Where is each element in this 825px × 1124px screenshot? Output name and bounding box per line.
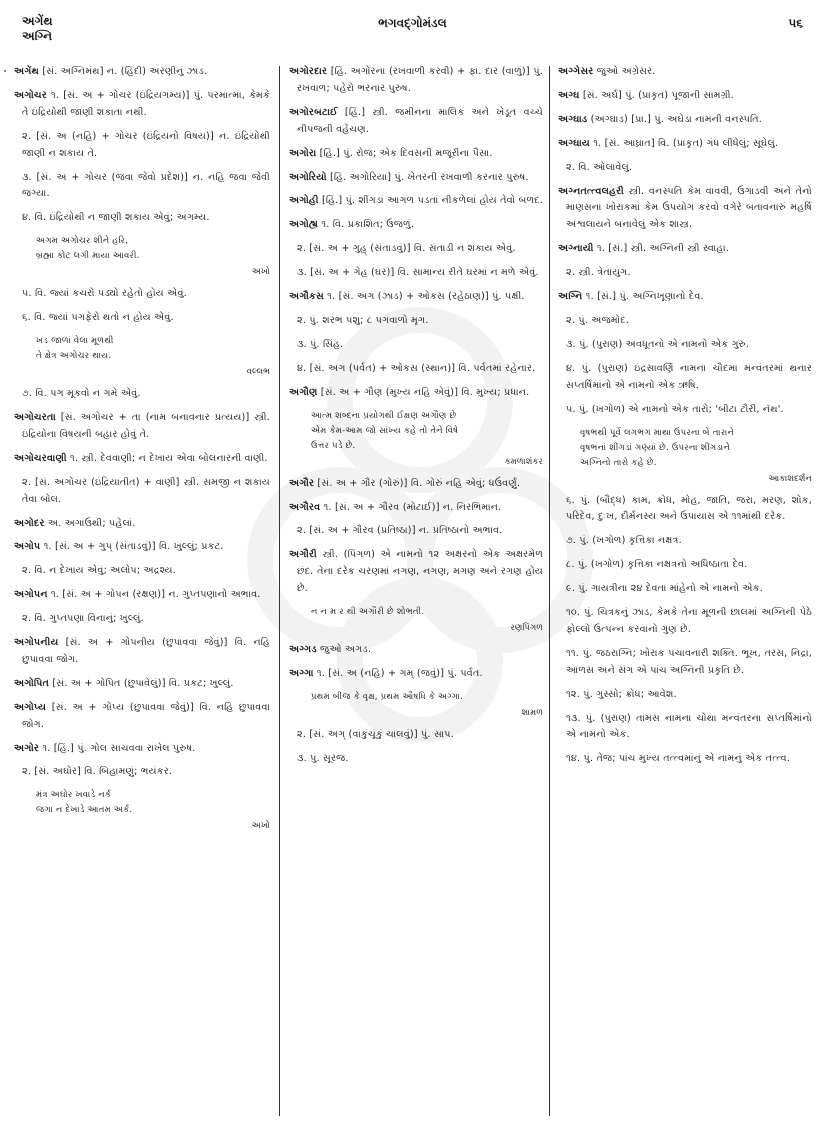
definition-text: ૧. [સં. અ + ગુપ્ (સંતાડવું)] વિ. ખુલ્લું; પ્રકટ. [40,541,224,553]
definition-text: ૧. [હિં.] પું. ગોલ સાચવવા રાખેલ પુરુષ. [39,742,196,754]
definition-text: [સં. અ + ગોપ્ય (છુપાવવા જેવું)] વિ. નહિ છુપાવવા જોગ. [22,701,270,730]
dictionary-entry [289,105,543,139]
dictionary-entry [14,676,270,693]
definition-text: જુઓ અગડ. [316,644,372,656]
definition-text: [હિં.] પું. રોજ; એક દિવસની મજૂરીના પૈસા. [316,147,493,159]
dictionary-entry [289,146,543,163]
quote-source: આકાશદર્શન [768,472,812,483]
dictionary-entry [558,289,812,306]
dictionary-entry [289,193,543,210]
guide-word-first: અગેંથ [22,14,53,28]
definition-text: [હિં.] પું. શીંગડાં આગળ પડતાં નીકળેલાં હોય તેવો બળદ. [318,195,543,207]
sense-definition: ૨. [સં. અ + ગુહ્ (સંતાડવું)] વિ. સંતાડી ન શકાય એવું. [297,243,516,255]
sense-definition: ૬. વિ. જ્યાં પગફેરો થતો ન હોય એવું. [22,312,174,324]
headword: અગ્ગેસર [558,66,594,77]
dictionary-entry [289,385,543,402]
column-divider-2 [549,66,550,1116]
dictionary-entry [14,700,270,734]
dictionary-entry [558,112,812,129]
definition-text: [સં. અ + ગૌણ (મુખ્ય નહિ એવું)] વિ. મુખ્ય; પ્રધાન. [317,386,530,398]
definition-text: [સં. અ + ગૌર (ગોરું)] વિ. ગોરું નહિ એવું; ધઉંવર્ણું. [314,477,521,489]
dictionary-entry [289,170,543,187]
headword: અગોહ્ય [289,219,319,231]
sense-definition: ૨. વિ. ન દેખાય એવું; અલોપ; અદ્રશ્ય. [22,565,176,577]
dictionary-entry [14,635,270,669]
headword: અગ્નિ [558,291,583,303]
definition-text: [હિં.] સ્ત્રી. જમીનના માલિક અને ખેડૂત વચ્ચે નીપજની વહેંચણ. [297,106,543,135]
dictionary-entry [289,217,543,234]
definition-text: ૧. [સં. અ + ગોચર (ઇંદ્રિયગમ્ય)] પું. પરમાત્મા, કેમકે તે ઇંદ્રિયોથી જાણી શકાતા નથી. [22,89,270,118]
dictionary-entry [14,516,270,533]
sense-definition: ૨. [સં. અ + ગૌરવ (પ્રતિષ્ઠા)] ન. પ્રતિષ્ઠાનો અભાવ. [297,525,503,537]
headword: અગોરા [289,147,317,159]
sense-definition: ૪. વિ. ઇંદ્રિયોથી ન જાણી શકાય એવું; અગમ્ય. [22,212,210,224]
sense-definition: ૩. પું. (પુરાણ) અવધૂતનો એ નામનો એક ગુરુ. [566,338,750,350]
definition-text: સ્ત્રી. વનસ્પતિ કેમ વાવવી, ઉગાડવી અને તેનો માણસના ખોરાકમાં કેમ ઉપયોગ કરવો વગેરે બતાવનારું મહર્ષિ અશ્વલાયને બનાવેલું એક શાસ્ત્ર. [566,185,812,231]
dictionary-entry [14,587,270,604]
headword: અગોચરવાણી [14,452,67,464]
column-divider-1 [279,66,280,1116]
headword: અગોપ [14,541,41,553]
quote-line: વૃષભનાં શીંગડાં ગણ્યાં છે. ઉપરના શીંગડાને [580,442,730,453]
definition-text: ૧. [સં.] પું. અગ્નિખૂણાનો દેવ. [582,291,704,303]
headword: અગ્ઘાડ [558,113,588,125]
headword: અગોર [14,742,40,754]
headword: અગોરિયો [289,171,327,183]
definition-text: ૧. સ્ત્રી. દેવવાણી; ન દેખાય એવા બોલનારની વાણી. [66,452,268,464]
quote-source: શામળ [521,706,543,717]
column-middle [289,64,543,1124]
sense-definition: ૮. પું. (ખગોળ) કૃત્તિકા નક્ષત્રનો અધિષ્ઠાતા દેવ. [566,559,748,571]
headword: અગોહી [289,195,319,207]
sense-definition: ૭. વિ. પગ મૂકવો ન ગમે એવું. [22,388,141,400]
column-right [558,64,812,1124]
quote-source: રણપિંગળ [510,622,543,633]
headword: અગ્નતત્ત્વલહરી [558,185,624,197]
page-number: ૫૬ [788,16,803,30]
quote-source: કમળાશંકર [504,455,543,466]
definition-text: સ્ત્રી. (પિંગળ) એ નામનો ૧૨ અક્ષરનો એક અક્ષરમેળ છંદ. તેના દરેક ચરણમાં નગણ, નગણ, મગણ અને રગણ હોય છે. [297,549,543,595]
definition-text: ૧. વિ. પ્રકાશિત; ઉજળું. [318,219,415,231]
citation-quote [311,690,543,720]
dictionary-entry [289,642,543,659]
quote-line: બ્રહ્મા કોટ લગી માયા આવરી. [36,251,140,262]
definition-text: ૧. [સં. અ + ગોપન (રક્ષણ)] ન. ગુપ્તપણાનો અભાવ. [47,589,261,601]
definition-text: ૧. [સં. અગ (ઝાડ) + ઓકસ (રહેઠાણ)] પું. પક્ષી. [323,291,525,303]
sense-definition: ૩. [સં. અ + ગોચર (જવા જેવો પ્રદેશ)] ન. નહિ જવા જેવી જગ્યા. [22,171,270,200]
sense-definition: ૨. પું. અજમોદ. [566,314,630,326]
sense-definition: ૨. સ્ત્રી. ત્રેતાયુગ. [566,267,631,279]
sense-definition: ૨. [સં. અગોચર (ઇંદ્રિયાતીત) + વાણી] સ્ત્રી. સમજી ન શકાય તેવા બોલ. [22,476,270,505]
sense-definition: ૪. [સં. અગ (પર્વત) + ઓકસ (સ્થાન)] વિ. પર્વતમાં રહેનાર. [297,362,536,374]
dictionary-entry [289,547,543,598]
citation-quote [36,234,270,279]
quote-line: અગ્નિનો તારો કહે છે. [580,457,657,468]
dictionary-entry [289,64,543,98]
definition-text: ૧. [સં.] સ્ત્રી. અગ્નિની સ્ત્રી સ્વાહા. [593,243,730,255]
definition-text: [સં. અર્ઘ] પું. (પ્રાકૃત) પૂજાની સામગ્રી. [579,89,734,101]
definition-text: ૧. [સં. અ + ગૌરવ (મોટાઈ)] ન. નિરભિમાન. [320,501,502,513]
guide-word-last: અગ્નિ [22,29,53,43]
definition-text: ૧. [સં. અ (નહિ) + ગમ્ (જવું)] પું. પર્વત. [313,667,483,679]
quote-line: મંત્ર અઘોર ખવાડે નર્ક [36,790,112,801]
dictionary-entry [14,410,270,444]
citation-quote [311,409,543,469]
dictionary-entry [558,184,812,235]
headword: અગોપ્ય [14,701,47,713]
definition-text: [હિં. અગોરના (રખવાળી કરવી) + ફા. દાર (વાળું)] પું. રખવાળ; પહેરો ભરનાર પુરુષ. [297,66,543,94]
quote-line: વૃષભથી પૂર્વે લગભગ માથા ઉપરના બે તારાને [580,427,735,438]
definition-text: જુઓ અગ્રેસર. [593,66,656,77]
sense-definition: ૫. વિ. જ્યાં કચરો પડ્યો રહેતો હોય એવું. [22,288,187,300]
quote-line: ખડ જાળાં વેલા મૂળથી [36,336,114,347]
dictionary-entry [14,88,270,122]
dictionary-entry [558,88,812,105]
citation-quote [311,605,543,635]
quote-line: એમ કેમ-આમ જો સાંખ્ય કહે તો તેને વિષે [311,425,459,436]
headword: અગૌર [289,477,315,489]
headword: અગ્નાયી [558,243,594,255]
quote-line: જગા ન દેખાડે આતમ અર્ક. [36,805,133,816]
sense-definition: ૩. પું. સૂરજ. [297,752,349,764]
citation-quote [36,788,270,833]
book-title: ભગવદ્ગોમંડલ [378,16,447,30]
sense-definition: ૭. પું. (ખગોળ) કૃત્તિકા નક્ષત્ર. [566,535,682,547]
headword: અગ્ઘાય [558,137,590,149]
dictionary-entry [289,289,543,306]
sense-definition: ૨. વિ. ઓલાવેલું. [566,161,633,173]
quote-line: ન ન મ ર થી અગૌરી છે શોભતી. [311,607,425,618]
definition-text: [સં. અ + ગોપનીય (છુપાવવા જેવું)] વિ. નહિ છુપાવવા જોગ. [22,637,270,665]
headword: અગૌકસ [289,291,324,303]
headword: અગોદર [14,517,45,529]
dictionary-entry [289,476,543,493]
definition-text: અ. અગાઉથી; પહેલાં. [44,517,136,529]
quote-source: અખો [251,820,270,831]
definition-text: (અગ્ઘાડ) [પ્રા.] પું. અઘેડા નામની વનસ્પતિ. [587,113,763,125]
headword: અગોપનીય [14,637,59,649]
citation-quote [36,334,270,379]
dictionary-entry [558,136,812,153]
headword: અગૌણ [289,386,318,398]
definition-text: [સં. અગ્નિમંથ] ન. (હિંદી) અરણીનું ઝાડ. [39,66,208,77]
quote-line: અગમ અગોચર શીને હરિ, [36,236,129,247]
sense-definition: ૫. પું. (ખગોળ) એ નામનો એક તારો; 'બીટા ટૌરી, નૅથ'. [566,403,784,415]
sense-definition: ૬. પું. (બૌદ્ધ) કામ, ક્રોધ, મોહ, જાતિ, જરા, મરણ, શોક, પરિદેવ, દુઃખ, દૌર્મનસ્ય અને ઉપાયાસ એ ૧૧માંથી દરેક. [566,494,812,523]
quote-line: પ્રથમ બીજ કે વૃક્ષ, પ્રથમ ઔષધિ કે અગ્ગા. [311,691,464,702]
quote-source: અખો [251,266,270,277]
headword: અગોપન [14,589,48,601]
sense-definition: ૧૪. પું. તેજ; પાંચ મુખ્ય તત્ત્વમાંનું એ નામનું એક તત્ત્વ. [566,753,791,765]
headword: અગૌરી [289,549,317,561]
dictionary-entry [558,241,812,258]
sense-definition: ૧૧. પું. જઠરાગ્નિ; ખોરાક પચાવનારી શક્તિ. ભૂખ, તરસ, નિદ્રા, આળસ અને સંગ એ પાંચ અગ્નિની પ્રકૃતિ છે. [566,647,812,676]
sense-definition: ૨. પું. શરભ પશુ; ૮ પગવાળો મૃગ. [297,314,429,326]
dictionary-entry [14,64,270,81]
dictionary-entry [289,666,543,683]
headword: અગ્ઘ [558,89,580,101]
sense-definition: ૧૦. પું. ચિત્રકનું ઝાડ, કેમકે તેના મૂળની છાલમાં અગ્નિની પેઠે ફોલ્લો ઉત્પન્ન કરવાનો ગુણ છે. [566,607,812,635]
headword: અગૌરવ [289,501,321,513]
sense-definition: ૯. પું. ગાયત્રીના ૨૪ દેવતા માંહેનો એ નામનો એક. [566,583,763,595]
definition-text: [સં. અગોચર + તા (નામ બનાવનાર પ્રત્યય)] સ્ત્રી. ઇંદ્રિયોના વિષયની બહાર હોવું તે. [22,411,270,440]
headword: અગોચર [14,89,47,101]
sense-definition: ૩. પું. સિંહ. [297,338,344,350]
headword: અગેંથ [14,66,40,77]
headword: અગોરબટાઈ [289,106,338,118]
headword: અગોચરતા [14,411,56,423]
print-speck [4,70,6,72]
headword: અગ્ગડ [289,644,317,656]
sense-definition: ૩. [સં. અ + ગેહ (ઘર)] વિ. સામાન્ય રીતે ઘરમાં ન મળે એવું. [297,267,539,279]
headword: અગોપિત [14,677,50,689]
sense-definition: ૨. [સં. અગ્ (વાંકુંચૂંકું ચાલવું)] પું. સાપ. [297,728,454,740]
definition-text: ૧. [સં. આઘ્રાત] વિ. (પ્રાકૃત) ગંધ લીધેલું; સૂંઘેલું. [590,137,779,149]
definition-text: [સં. અ + ગોપિત (છુપાવેલું)] વિ. પ્રકટ; ખુલ્લું. [49,677,234,689]
dictionary-entry [289,500,543,517]
sense-definition: ૨. [સં. અઘોર] વિ. બિહામણું; ભયંકર. [22,766,173,778]
sense-definition: ૧૨. પું. ગુસ્સો; ક્રોધ; આવેશ. [566,688,677,700]
dictionary-entry [14,741,270,758]
quote-line: ઉત્તર પડે છે. [311,440,356,451]
sense-definition: ૪. પું. (પુરાણ) ઇંદ્રસાવર્ણિ નામના ચૌદમા મન્વંતરમાં થનાર સપ્તર્ષિમાંનો એ નામનો એક ઋષિ. [566,362,812,391]
sense-definition: ૧૩. પું. (પુરાણ) તામસ નામના ચોથા મન્વંતરના સપ્તર્ષિમાંનો એ નામનો એક. [566,712,812,741]
sense-definition: ૨. [સં. અ (નહિ) + ગોચર (ઇંદ્રિયનો વિષય)] ન. ઇંદ્રિયોથી જાણી ન શકાય તે. [22,130,270,159]
dictionary-entry [14,539,270,556]
headword: અગ્ગા [289,667,314,679]
page-header [0,0,825,60]
dictionary-entry [14,451,270,468]
headword: અગોરદાર [289,66,328,77]
quote-line: તે ક્ષેત્ર અગોચર થાય. [36,351,112,362]
column-left [14,64,270,1124]
sense-definition: ૨. વિ. ગુપ્તપણા વિનાનું; ખુલ્લું. [22,613,144,625]
citation-quote [580,426,812,486]
quote-source: વલ્લભ [246,366,270,377]
quote-line: આત્મ શબ્દના પ્રયોગથી ઈક્ષણ અગૌણ છે [311,410,457,421]
dictionary-entry [558,64,812,81]
definition-text: [હિં. અગોરિયા] પું. ખેતરની રખવાળી કરનાર પુરુષ. [326,171,529,183]
